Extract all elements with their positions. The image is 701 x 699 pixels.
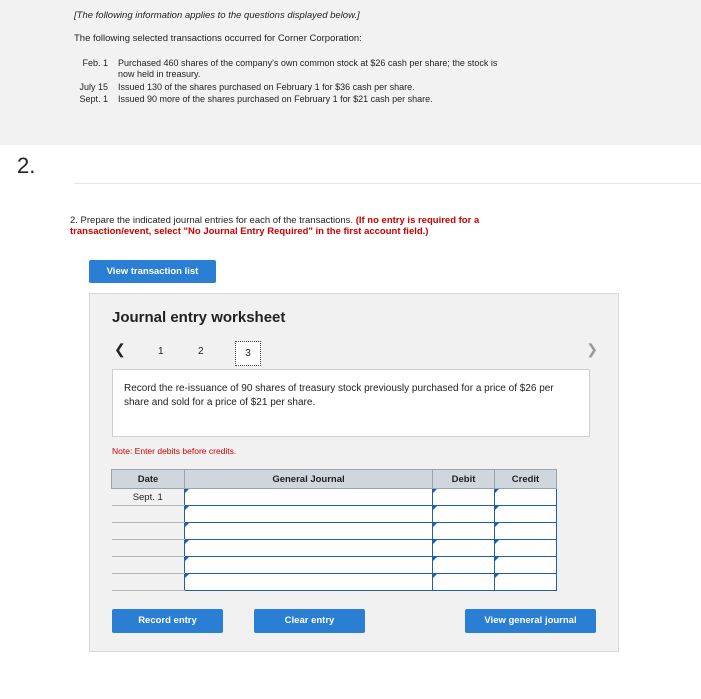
date-cell [112, 540, 185, 557]
chevron-left-icon[interactable]: ❮ [114, 341, 126, 357]
view-general-journal-button[interactable]: View general journal [465, 609, 596, 633]
worksheet-title: Journal entry worksheet [112, 309, 286, 326]
credit-input[interactable] [495, 540, 557, 557]
entry-description: Record the re-issuance of 90 shares of treasury stock previously purchased for a price of $26 per share and sold for a price of $21 per share. [112, 369, 590, 437]
transaction-date: July 15 [79, 82, 108, 92]
table-header-row [112, 470, 557, 489]
column-header-debit: Debit [433, 470, 495, 489]
question-prompt [70, 215, 540, 237]
credit-input[interactable] [495, 506, 557, 523]
clear-entry-button[interactable]: Clear entry [254, 609, 365, 633]
debit-input[interactable] [433, 540, 495, 557]
account-input[interactable] [185, 557, 433, 574]
page-tab-3[interactable]: 3 [235, 341, 261, 366]
table-row [112, 574, 557, 591]
table-row [112, 557, 557, 574]
page-tab-1[interactable]: 1 [158, 346, 164, 357]
prompt-text: 2. Prepare the indicated journal entries for each of the transactions. [70, 215, 354, 226]
info-panel [0, 0, 701, 145]
account-input[interactable] [185, 506, 433, 523]
table-row [112, 506, 557, 523]
chevron-right-icon[interactable]: ❯ [586, 341, 598, 357]
column-header-date: Date [112, 470, 185, 489]
debit-credit-note: Note: Enter debits before credits. [112, 446, 237, 456]
divider [74, 183, 701, 184]
column-header-general-journal: General Journal [185, 470, 433, 489]
column-header-credit: Credit [495, 470, 557, 489]
debit-input[interactable] [433, 574, 495, 591]
debit-input[interactable] [433, 489, 495, 506]
date-cell [112, 574, 185, 591]
journal-worksheet [89, 293, 619, 652]
credit-input[interactable] [495, 489, 557, 506]
transaction-date: Sept. 1 [79, 94, 108, 104]
prompt-instruction: (If no entry is required for a transaction/event, select "No Journal Entry Required" in the first account field.) [70, 215, 480, 237]
date-cell [112, 557, 185, 574]
table-row [112, 523, 557, 540]
info-intro: The following selected transactions occurred for Corner Corporation: [74, 33, 362, 44]
account-input[interactable] [185, 574, 433, 591]
date-cell: Sept. 1 [112, 489, 185, 506]
date-cell [112, 523, 185, 540]
record-entry-button[interactable]: Record entry [112, 609, 223, 633]
page-tab-2[interactable]: 2 [198, 346, 204, 357]
table-row [112, 489, 557, 506]
journal-table [111, 469, 557, 591]
transaction-text: Purchased 460 shares of the company's own common stock at $26 cash per share; the stock is [118, 58, 498, 68]
info-note: [The following information applies to the questions displayed below.] [74, 10, 360, 21]
transaction-text: now held in treasury. [118, 69, 201, 79]
transaction-date: Feb. 1 [82, 58, 108, 68]
debit-input[interactable] [433, 506, 495, 523]
view-transaction-list-button[interactable]: View transaction list [89, 260, 216, 283]
question-number: 2. [17, 153, 36, 178]
debit-input[interactable] [433, 557, 495, 574]
credit-input[interactable] [495, 523, 557, 540]
transaction-text: Issued 90 more of the shares purchased on February 1 for $21 cash per share. [118, 94, 433, 104]
date-cell [112, 506, 185, 523]
credit-input[interactable] [495, 557, 557, 574]
transaction-text: Issued 130 of the shares purchased on February 1 for $36 cash per share. [118, 82, 415, 92]
account-input[interactable] [185, 523, 433, 540]
account-input[interactable] [185, 489, 433, 506]
debit-input[interactable] [433, 523, 495, 540]
table-row [112, 540, 557, 557]
credit-input[interactable] [495, 574, 557, 591]
account-input[interactable] [185, 540, 433, 557]
